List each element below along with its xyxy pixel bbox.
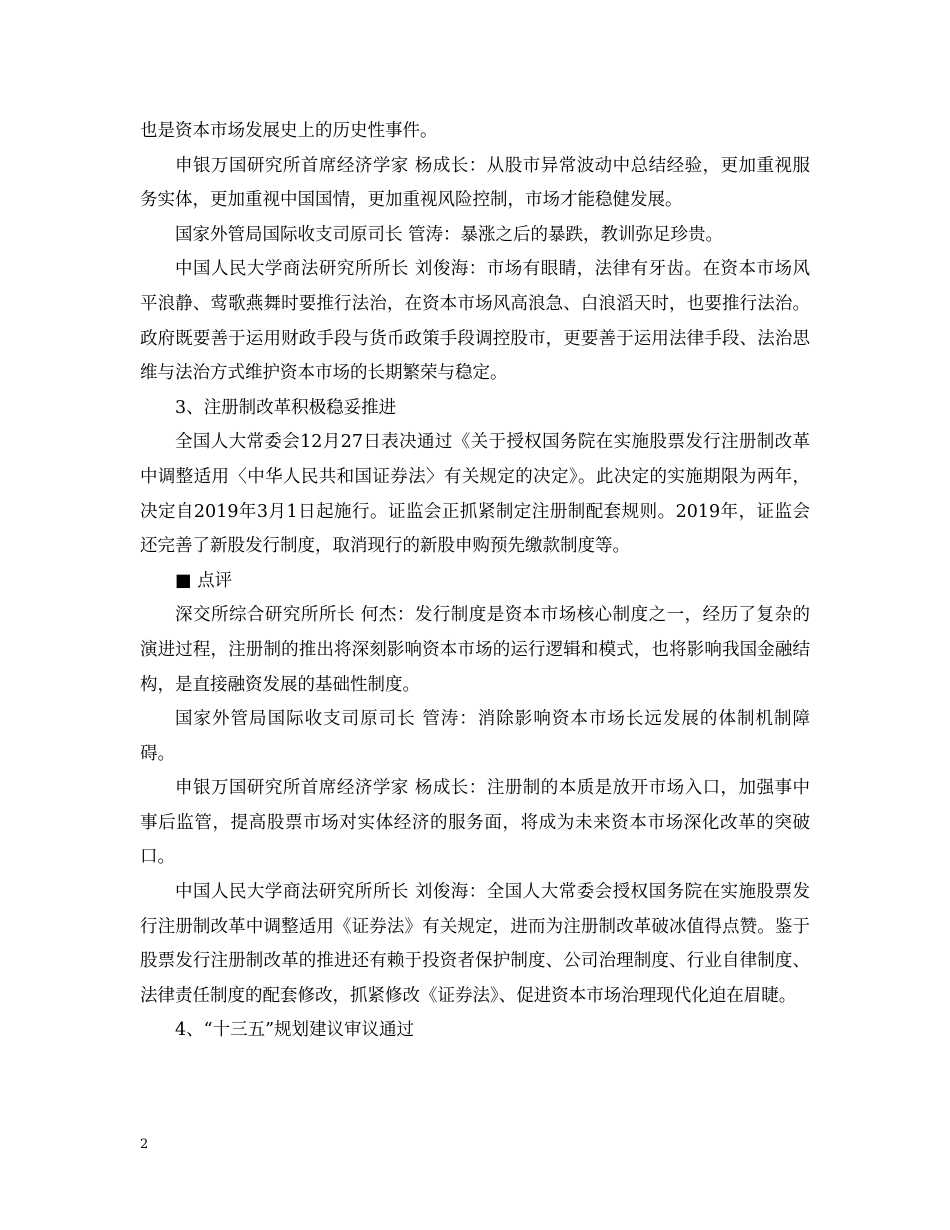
paragraph-comment-yang-1: 申银万国研究所首席经济学家 杨成长：从股市异常波动中总结经验，更加重视服务实体，更加重视中国国情，更加重视风险控制，市场才能稳健发展。 — [140, 155, 810, 211]
paragraph-comment-yang-2: 申银万国研究所首席经济学家 杨成长：注册制的本质是放开市场入口，加强事中事后监管，提高股票市场对实体经济的服务面，将成为未来资本市场深化改革的突破口。 — [140, 778, 810, 868]
paragraph-comment-guan-2: 国家外管局国际收支司原司长 管涛：消除影响资本市场长远发展的体制机制障碍。 — [140, 709, 810, 764]
paragraph-continuation: 也是资本市场发展史上的历史性事件。 — [140, 121, 438, 141]
section-heading-3: 3、注册制改革积极稳妥推进 — [175, 397, 397, 418]
paragraph-registration-reform: 全国人大常委会12月27日表决通过《关于授权国务院在实施股票发行注册制改革中调整适用〈中华人民共和国证券法〉有关规定的决定》。此决定的实施期限为两年，决定自2019年3月1日起施行。证监会正抓紧制定注册制配套规则。2019年，证监会还完善了新股发行制度，取消现行的新股申购预先缴款制度等。 — [140, 432, 810, 557]
comment-heading: ■ 点评 — [175, 570, 233, 591]
paragraph-comment-he: 深交所综合研究所所长 何杰：发行制度是资本市场核心制度之一，经历了复杂的演进过程，注册制的推出将深刻影响资本市场的运行逻辑和模式，也将影响我国金融结构，是直接融资发展的基础性制度。 — [140, 605, 810, 695]
page-body — [140, 114, 810, 1048]
section-heading-4: 4、“十三五”规划建议审议通过 — [175, 1020, 415, 1041]
paragraph-comment-liu-1: 中国人民大学商法研究所所长 刘俊海：市场有眼睛，法律有牙齿。在资本市场风平浪静、莺歌燕舞时要推行法治，在资本市场风高浪急、白浪滔天时，也要推行法治。政府既要善于运用财政手段与货币政策手段调控股市，更要善于运用法律手段、法治思维与法治方式维护资本市场的长期繁荣与稳定。 — [140, 259, 810, 384]
paragraph-comment-guan-1: 国家外管局国际收支司原司长 管涛：暴涨之后的暴跌，教训弥足珍贵。 — [175, 224, 724, 245]
page-number: 2 — [140, 1137, 149, 1152]
paragraph-comment-liu-2: 中国人民大学商法研究所所长 刘俊海：全国人大常委会授权国务院在实施股票发行注册制改革中调整适用《证券法》有关规定，进而为注册制改革破冰值得点赞。鉴于股票发行注册制改革的推进还有赖于投资者保护制度、公司治理制度、行业自律制度、法律责任制度的配套修改，抓紧修改《证券法》、促进资本市场治理现代化迫在眉睫。 — [140, 882, 810, 1006]
